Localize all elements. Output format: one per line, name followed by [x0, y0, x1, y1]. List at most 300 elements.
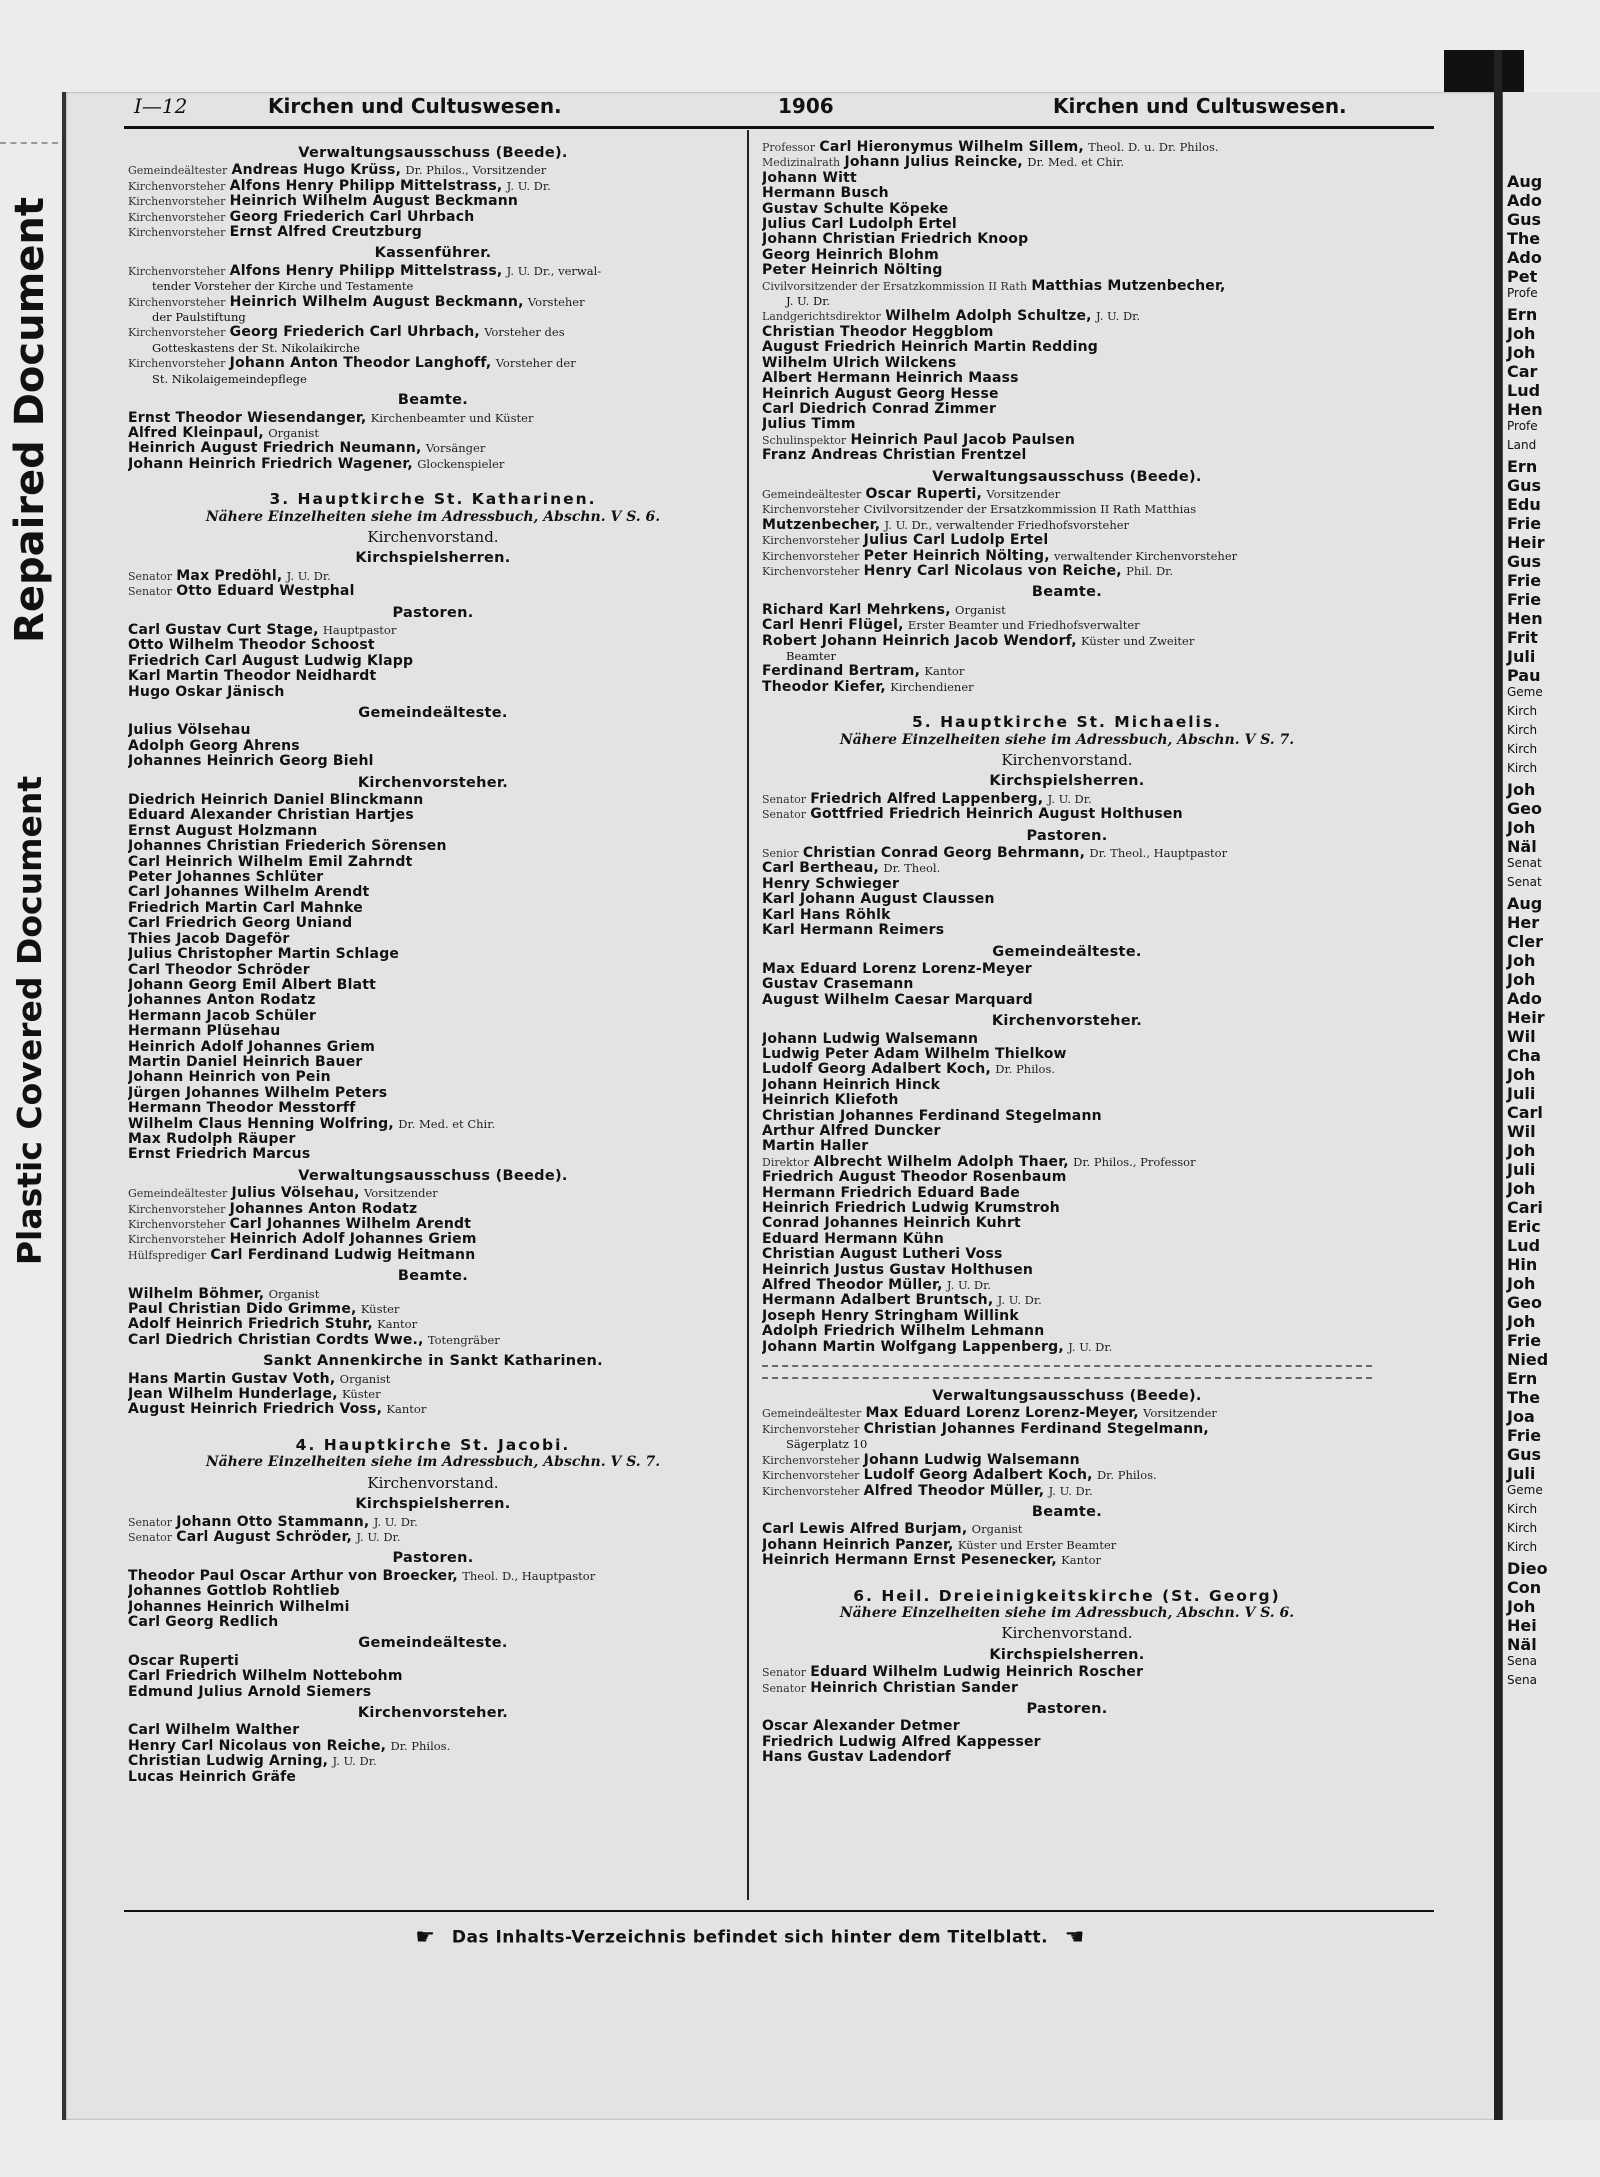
person-name: Ludolf Georg Adalbert Koch,: [762, 1062, 991, 1078]
list-item: [128, 1287, 738, 1302]
list-item: [128, 426, 738, 441]
person-name: Lucas Heinrich Gräfe: [128, 1769, 297, 1785]
person-name: Georg Friederich Carl Uhrbach: [229, 209, 475, 225]
person-name: Hans Martin Gustav Voth,: [128, 1371, 336, 1387]
person-name: Paul Christian Dido Grimme,: [128, 1302, 357, 1318]
person-title: Organist: [268, 1286, 320, 1301]
list-item: [762, 993, 1372, 1008]
church-heading: 4. Hauptkirche St. Jacobi.: [295, 1435, 571, 1454]
list-item: [762, 1406, 1372, 1421]
person-name: Carl Bertheau,: [762, 861, 880, 877]
right-column: [762, 140, 1372, 1766]
list-item: [128, 916, 738, 931]
person-title: Vorsitzender: [986, 486, 1061, 501]
person-role: Senator: [128, 585, 172, 599]
person-name: August Friedrich Heinrich Martin Redding: [762, 340, 1098, 356]
list-item: [762, 325, 1372, 340]
adjacent-page-text: Gus: [1507, 476, 1542, 495]
section-heading: Pastoren.: [392, 604, 474, 621]
list-item: [762, 1324, 1372, 1339]
subheading: Kirchenvorstand.: [367, 527, 499, 546]
person-name: Johann Martin Wolfgang Lappenberg,: [762, 1339, 1064, 1355]
person-name: Ferdinand Bertram,: [762, 664, 921, 680]
person-role: Medizinalrath: [762, 156, 841, 170]
person-name: Friedrich Ludwig Alfred Kappesser: [762, 1734, 1041, 1750]
list-item: [762, 1124, 1372, 1139]
adjacent-page-text: Geme: [1507, 1483, 1543, 1497]
section-heading: Verwaltungsausschuss (Beede).: [298, 145, 568, 161]
adjacent-page-text: Joh: [1507, 780, 1536, 799]
list-item: [762, 1170, 1372, 1185]
person-title: Organist: [971, 1522, 1023, 1537]
person-name: Albrecht Wilhelm Adolph Thaer,: [813, 1154, 1069, 1170]
person-name: Mutzenbecher,: [762, 517, 881, 533]
person-name: Thies Jacob Dageför: [128, 931, 290, 947]
person-name: Johannes Heinrich Wilhelmi: [128, 1599, 350, 1615]
list-item: [762, 861, 1372, 876]
person-name: Peter Heinrich Nölting,: [863, 548, 1050, 564]
person-role: Kirchenvorsteher: [128, 326, 226, 340]
person-title: Dr. Theol., Hauptpastor: [1089, 846, 1228, 861]
adjacent-page-text: Joh: [1507, 970, 1536, 989]
list-item: [128, 584, 738, 599]
list-item: [762, 923, 1372, 938]
section-heading: Gemeindeälteste.: [358, 705, 508, 721]
person-name: Johannes Christian Friederich Sörensen: [128, 839, 447, 855]
list-item: [762, 1078, 1372, 1093]
list-item: [762, 618, 1372, 633]
list-item: [762, 309, 1372, 324]
adjacent-page-text: Frit: [1507, 628, 1538, 647]
person-title: J. U. Dr.: [506, 178, 551, 193]
person-name: Carl Gustav Curt Stage,: [128, 622, 319, 638]
list-item: [762, 962, 1372, 977]
list-item: [128, 163, 738, 178]
page-header: [128, 86, 1433, 126]
person-name: Hermann Plüsehau: [128, 1024, 281, 1040]
person-name: Julius Völsehau,: [231, 1186, 360, 1202]
person-name: Christian Conrad Georg Behrmann,: [802, 846, 1086, 862]
adjacent-page-text: Gus: [1507, 210, 1542, 229]
person-role: Gemeindeältester: [762, 1407, 862, 1421]
person-role: Kirchenvorsteher: [128, 264, 226, 278]
list-item: [762, 1186, 1372, 1201]
list-item: [128, 1739, 738, 1754]
list-item: [762, 1453, 1372, 1468]
adjacent-page-text: Ern: [1507, 305, 1538, 324]
adjacent-page-text: Ern: [1507, 1369, 1538, 1388]
person-name: Heinrich Wilhelm August Beckmann: [229, 194, 519, 210]
section-heading: Beamte.: [1031, 1503, 1103, 1520]
list-item: [128, 457, 738, 472]
person-title: J. U. Dr.: [1047, 791, 1092, 806]
person-name: Carl Friedrich Wilhelm Nottebohm: [128, 1669, 403, 1685]
person-name: Henry Carl Nicolaus von Reiche,: [128, 1738, 387, 1754]
person-name: Carl Wilhelm Walther: [128, 1723, 300, 1739]
adjacent-page-text: Profe: [1507, 286, 1538, 300]
adjacent-page-text: Aug: [1507, 894, 1543, 913]
section-heading: Kirchspielsherren.: [989, 773, 1145, 790]
adjacent-page-text: Cha: [1507, 1046, 1541, 1065]
person-name: Edmund Julius Arnold Siemers: [128, 1684, 372, 1700]
person-name: Christian August Lutheri Voss: [762, 1247, 1003, 1263]
adjacent-page-text: Joh: [1507, 1274, 1536, 1293]
list-item: [762, 1468, 1372, 1483]
list-item: [128, 1202, 738, 1217]
person-name: Conrad Johannes Heinrich Kuhrt: [762, 1216, 1021, 1232]
person-title: Dr. Philos.: [1096, 1468, 1157, 1483]
person-name: Johann Witt: [762, 170, 857, 186]
person-title: Dr. Philos., Professor: [1073, 1154, 1196, 1169]
person-name: Julius Völsehau: [128, 723, 251, 739]
section-heading: Kirchspielsherren.: [355, 550, 511, 567]
person-role: Professor: [762, 141, 816, 154]
person-role: Kirchenvorsteher: [762, 564, 860, 578]
person-name: Georg Heinrich Blohm: [762, 247, 939, 263]
adjacent-page-text: Land: [1507, 438, 1537, 452]
person-name: Carl Lewis Alfred Burjam,: [762, 1522, 968, 1538]
list-item: [762, 603, 1372, 618]
person-name: Christian Johannes Ferdinand Stegelmann,: [863, 1421, 1209, 1437]
adjacent-page-text: Juli: [1507, 1084, 1536, 1103]
adjacent-page-text: Joh: [1507, 1065, 1536, 1084]
person-role: Kirchenvorsteher: [128, 1233, 226, 1247]
adjacent-page-text: Lud: [1507, 381, 1541, 400]
church-heading: 3. Hauptkirche St. Katharinen.: [269, 490, 597, 509]
list-item: [762, 1216, 1372, 1231]
person-name: Johannes Anton Rodatz: [128, 993, 316, 1009]
person-title: Vorsänger: [425, 441, 486, 456]
person-name: Alfons Henry Philipp Mittelstrass,: [229, 263, 503, 279]
person-name: Joseph Henry Stringham Willink: [762, 1308, 1019, 1324]
person-name: Heinrich Paul Jacob Paulsen: [850, 432, 1076, 448]
adjacent-page-text: Gus: [1507, 1445, 1542, 1464]
person-role: Hülfsprediger: [128, 1248, 207, 1262]
section-heading: Kirchenvorsteher.: [357, 774, 509, 791]
list-item: [762, 248, 1372, 263]
list-item: [762, 846, 1372, 861]
person-name: Adolf Heinrich Friedrich Stuhr,: [128, 1317, 373, 1333]
list-item: [128, 1055, 738, 1070]
person-name: Hermann Busch: [762, 186, 889, 202]
list-item: [762, 1538, 1372, 1553]
person-name: Christian Theodor Heggblom: [762, 324, 994, 340]
person-title: J. U. Dr., verwal-: [506, 263, 602, 278]
adjacent-page-text: Cler: [1507, 932, 1543, 951]
section-heading: Kirchenvorsteher.: [357, 1704, 509, 1721]
person-title: J. U. Dr.: [373, 1514, 418, 1529]
person-name: Andreas Hugo Krüss,: [231, 163, 402, 179]
list-item: [762, 417, 1372, 432]
person-name: Friedrich August Theodor Rosenbaum: [762, 1170, 1067, 1186]
person-title: Hauptpastor: [322, 622, 397, 637]
list-item: [762, 140, 1372, 155]
list-item: [128, 225, 738, 240]
section-heading: Beamte.: [397, 1268, 469, 1285]
list-item: [128, 210, 738, 225]
person-name: Heinrich Adolf Johannes Griem: [128, 1039, 376, 1055]
book-spine: [1494, 50, 1502, 2120]
list-item: [128, 793, 738, 808]
person-name: Oscar Alexander Detmer: [762, 1719, 960, 1735]
person-title: Civilvorsitzender der Ersatzkommission II Rath Matthias: [863, 502, 1197, 517]
adjacent-page-text: Näl: [1507, 837, 1537, 856]
person-title: Dr. Philos.: [390, 1738, 451, 1753]
list-item: [762, 356, 1372, 371]
person-name: Wilhelm Ulrich Wilckens: [762, 355, 957, 371]
adjacent-page-text: Hei: [1507, 1616, 1537, 1635]
adjacent-page-text: Kirch: [1507, 723, 1538, 737]
person-name: Max Eduard Lorenz Lorenz-Meyer,: [865, 1406, 1139, 1422]
person-role: Gemeindeältester: [128, 164, 228, 178]
person-name: Heinrich Christian Sander: [810, 1680, 1019, 1696]
person-name: Johann Heinrich Friedrich Wagener,: [128, 456, 413, 472]
adjacent-page-text: Geo: [1507, 1293, 1542, 1312]
person-name: Ernst August Holzmann: [128, 823, 318, 839]
person-name: Heinrich Justus Gustav Holthusen: [762, 1262, 1034, 1278]
person-name: Eduard Wilhelm Ludwig Heinrich Roscher: [810, 1665, 1144, 1681]
adjacent-page-text: Eric: [1507, 1217, 1541, 1236]
person-name: Julius Carl Ludolph Ertel: [762, 217, 957, 233]
list-item: [128, 1132, 738, 1147]
person-name: Albert Hermann Heinrich Maass: [762, 371, 1019, 387]
adjacent-page-text: Näl: [1507, 1635, 1537, 1654]
person-name: Karl Hans Röhlk: [762, 907, 891, 923]
list-item: [128, 1147, 738, 1162]
person-name: Johann Ludwig Walsemann: [762, 1031, 979, 1047]
list-item: [128, 1302, 738, 1317]
person-role: Senator: [762, 1666, 806, 1680]
person-role: Kirchenvorsteher: [762, 1453, 860, 1467]
list-item: [128, 1232, 738, 1247]
person-title: J. U. Dr.: [946, 1278, 992, 1293]
list-item: [128, 1723, 738, 1738]
adjacent-page-text: Lud: [1507, 1236, 1541, 1255]
list-item: [762, 1484, 1372, 1499]
list-item: [762, 402, 1372, 417]
list-item: [762, 1047, 1372, 1062]
list-item: [128, 808, 738, 823]
person-title: Küster: [360, 1302, 400, 1317]
list-item: [762, 171, 1372, 186]
person-title: Vorsitzender: [364, 1186, 438, 1201]
list-item: [762, 1278, 1372, 1293]
person-role: Kirchenvorsteher: [128, 226, 226, 240]
person-name: Adolph Friedrich Wilhelm Lehmann: [762, 1324, 1045, 1340]
adjacent-page-text: Heir: [1507, 1008, 1545, 1027]
list-item: [128, 1615, 738, 1630]
adjacent-page-text: Frie: [1507, 1426, 1542, 1445]
person-name: Johann Georg Emil Albert Blatt: [128, 977, 376, 993]
person-role: Kirchenvorsteher: [128, 179, 226, 193]
list-item: [762, 1062, 1372, 1077]
person-role: Kirchenvorsteher: [128, 210, 226, 224]
list-item: [128, 1086, 738, 1101]
person-role: Senior: [762, 847, 799, 861]
adjacent-page-text: Joh: [1507, 818, 1536, 837]
person-name: Johann Anton Theodor Langhoff,: [229, 356, 492, 372]
person-role: Kirchenvorsteher: [762, 1484, 860, 1498]
person-name: Richard Karl Mehrkens,: [762, 602, 951, 618]
person-name: Heinrich Friedrich Ludwig Krumstroh: [762, 1201, 1060, 1216]
person-name: Theodor Paul Oscar Arthur von Broecker,: [128, 1568, 458, 1584]
person-name: Gustav Crasemann: [762, 977, 914, 993]
person-name: Max Eduard Lorenz Lorenz-Meyer: [762, 961, 1032, 977]
person-role: Kirchenvorsteher: [128, 195, 226, 209]
section-heading: Pastoren.: [392, 1550, 474, 1567]
pointing-hand-left-icon: ☚: [1064, 1925, 1085, 1950]
person-name: Julius Christopher Martin Schlage: [128, 947, 400, 963]
person-name: Karl Johann August Claussen: [762, 892, 995, 908]
column-divider: [747, 130, 749, 1900]
person-name: Johann Christian Friedrich Knoop: [762, 232, 1029, 248]
person-title: verwaltender Kirchenvorsteher: [1054, 548, 1238, 563]
list-item: [128, 839, 738, 854]
list-item: [762, 634, 1372, 649]
person-name: Oscar Ruperti: [128, 1653, 240, 1669]
person-title: Dr. Med. et Chir.: [398, 1116, 496, 1131]
adjacent-page-text: Joh: [1507, 1312, 1536, 1331]
section-heading: Verwaltungsausschuss (Beede).: [932, 1388, 1202, 1405]
person-name: Friedrich Martin Carl Mahnke: [128, 900, 363, 916]
list-item: [128, 754, 738, 769]
person-name: Otto Wilhelm Theodor Schoost: [128, 638, 375, 654]
adjacent-page-text: Wil: [1507, 1122, 1536, 1141]
adjacent-page-text: Joh: [1507, 1597, 1536, 1616]
plastic-covered-label: Plastic Covered Document: [10, 775, 50, 1265]
repaired-document-label: Repaired Document: [7, 197, 53, 643]
person-name: August Wilhelm Caesar Marquard: [762, 992, 1033, 1008]
person-name: Hermann Friedrich Eduard Bade: [762, 1185, 1020, 1201]
list-item: [762, 1665, 1372, 1680]
list-item: [762, 518, 1372, 533]
adjacent-page-text: Kirch: [1507, 742, 1538, 756]
list-item: [128, 963, 738, 978]
person-name: Wilhelm Adolph Schultze,: [885, 309, 1092, 325]
person-name: Arthur Alfred Duncker: [762, 1123, 941, 1139]
list-item: [128, 638, 738, 653]
adjacent-page-text: Ern: [1507, 457, 1538, 476]
adjacent-page-text: Senat: [1507, 875, 1542, 889]
adjacent-page-text: Hin: [1507, 1255, 1538, 1274]
list-item: [128, 1186, 738, 1201]
person-name: Theodor Kiefer,: [762, 679, 886, 695]
person-name: Heinrich August Georg Hesse: [762, 386, 999, 402]
adjacent-page-text: Pau: [1507, 666, 1541, 685]
list-item: [762, 549, 1372, 564]
adjacent-page-text: Con: [1507, 1578, 1542, 1597]
list-item: [762, 217, 1372, 232]
person-name: Ludwig Peter Adam Wilhelm Thielkow: [762, 1046, 1067, 1062]
list-item: [128, 325, 738, 340]
person-title: Kirchenbeamter und Küster: [370, 410, 534, 425]
section-heading: Gemeindeälteste.: [992, 943, 1142, 960]
person-role: Senator: [128, 1515, 172, 1529]
adjacent-page-text: The: [1507, 1388, 1541, 1407]
continuation-line: Sägerplatz 10: [786, 1437, 868, 1452]
list-item: [128, 1040, 738, 1055]
list-item: [762, 877, 1372, 892]
person-name: Gustav Schulte Köpeke: [762, 201, 949, 217]
person-title: Dr. Philos., Vorsitzender: [405, 163, 547, 178]
section-heading: Pastoren.: [1026, 827, 1108, 844]
list-item: [128, 623, 738, 638]
list-item: [762, 1201, 1372, 1216]
person-name: Johannes Gottlob Rohtlieb: [128, 1584, 340, 1600]
person-role: Kirchenvorsteher: [128, 1218, 226, 1231]
reference-note: Nähere Einzelheiten siehe im Adressbuch, Abschn. V S. 7.: [205, 1454, 661, 1471]
person-title: Kantor: [1061, 1553, 1102, 1568]
list-item: [128, 1024, 738, 1039]
person-title: J. U. Dr.: [286, 568, 331, 583]
list-item: [128, 179, 738, 194]
list-item: [128, 1070, 738, 1085]
list-item: [762, 892, 1372, 907]
person-title: Küster: [342, 1387, 381, 1402]
adjacent-page-text: Dieo: [1507, 1559, 1548, 1578]
person-title: J. U. Dr.: [1048, 1483, 1093, 1498]
list-item: [762, 807, 1372, 822]
person-name: Hermann Theodor Messtorff: [128, 1101, 356, 1117]
adjacent-page-text: Kirch: [1507, 761, 1538, 775]
person-name: Ernst Theodor Wiesendanger,: [128, 410, 367, 426]
list-item: [762, 1340, 1372, 1355]
list-item: [762, 155, 1372, 170]
dashed-divider: [762, 1365, 1372, 1379]
adjacent-page-text: Kirch: [1507, 1502, 1538, 1516]
list-item: [762, 387, 1372, 402]
list-item: [762, 1232, 1372, 1247]
person-name: Jürgen Johannes Wilhelm Peters: [128, 1085, 388, 1101]
person-name: Wilhelm Claus Henning Wolfring,: [128, 1116, 394, 1132]
adjacent-page-text: Carl: [1507, 1103, 1543, 1122]
continuation-line: der Paulstiftung: [152, 310, 246, 325]
person-name: Franz Andreas Christian Frentzel: [762, 448, 1027, 464]
person-title: Dr. Med. et Chir.: [1027, 155, 1125, 170]
section-heading: Kassenführer.: [374, 245, 492, 262]
adjacent-page-text: Nied: [1507, 1350, 1549, 1369]
person-name: Adolph Georg Ahrens: [128, 738, 300, 754]
person-title: Dr. Philos.: [995, 1062, 1056, 1077]
person-name: Georg Friederich Carl Uhrbach,: [229, 325, 480, 341]
person-name: Carl Henri Flügel,: [762, 618, 904, 634]
church-heading: 5. Hauptkirche St. Michaelis.: [912, 713, 1222, 732]
person-title: J. U. Dr.: [332, 1754, 377, 1769]
reference-note: Nähere Einzelheiten siehe im Adressbuch, Abschn. V S. 6.: [205, 508, 661, 525]
person-title: Theol. D., Hauptpastor: [462, 1568, 596, 1583]
list-item: [762, 1522, 1372, 1537]
list-item: [762, 448, 1372, 463]
list-item: [762, 186, 1372, 201]
person-name: Heinrich Adolf Johannes Griem: [229, 1232, 477, 1248]
person-name: Ernst Alfred Creutzburg: [229, 225, 423, 241]
person-name: Carl Georg Redlich: [128, 1614, 279, 1630]
person-name: Julius Carl Ludolp Ertel: [863, 533, 1049, 549]
list-item: [128, 885, 738, 900]
list-item: [762, 680, 1372, 695]
person-title: Organist: [339, 1371, 391, 1386]
list-item: [762, 433, 1372, 448]
list-item: [762, 1293, 1372, 1308]
list-item: [762, 263, 1372, 278]
section-heading: Beamte.: [1031, 584, 1103, 601]
person-name: Henry Schwieger: [762, 876, 900, 892]
person-name: Max Predöhl,: [176, 568, 283, 584]
person-name: Heinrich Wilhelm August Beckmann,: [229, 294, 524, 310]
person-title: Kantor: [377, 1317, 418, 1332]
person-name: Alfred Theodor Müller,: [863, 1483, 1045, 1499]
list-item: [128, 1248, 738, 1263]
